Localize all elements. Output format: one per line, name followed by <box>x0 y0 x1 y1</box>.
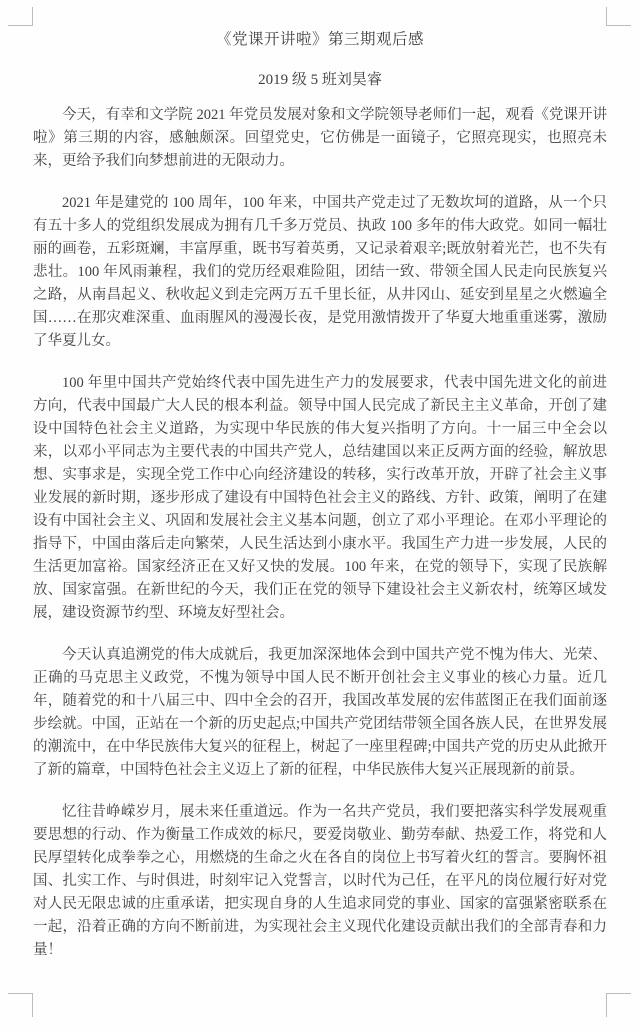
paragraph-5: 忆往昔峥嵘岁月，展未来任重道远。作为一名共产党员，我们要把落实科学发展观重要思想的行动、作为衡量工作成效的标尺，要爱岗敬业、勤劳奉献、热爱工作，将党和人民厚望转化成拳拳之心，用燃烧的生命之火在各自的岗位上书写着火红的誓言。要胸怀祖国、扎实工作、与时俱进，时刻牢记入党誓言，以时代为己任，在平凡的岗位履行好对党对人民无限忠诚的庄重承诺，把实现自身的人生追求同党的事业、国家的富强紧密联系在一起，沿着正确的方向不断前进，为实现社会主义现代化建设贡献出我们的全部青春和力量！ <box>33 804 607 958</box>
document-author-line: 2019 级 5 班刘昊睿 <box>258 72 382 88</box>
page-margin-mark-top-left <box>8 7 33 26</box>
document-content <box>33 30 607 981</box>
page-margin-mark-bottom-right <box>606 993 631 1017</box>
document-title: 《党课开讲啦》第三期观后感 <box>215 31 424 48</box>
page-margin-mark-top-right <box>606 7 631 26</box>
paragraph-4: 今天认真追溯党的伟大成就后，我更加深深地体会到中国共产党不愧为伟大、光荣、正确的马克思主义政党，不愧为领导中国人民不断开创社会主义事业的核心力量。近几年，随着党的和十八届三中、四中全会的召开，我国改革发展的宏伟蓝图正在我们面前逐步绘就。中国，正站在一个新的历史起点;中国共产党团结带领全国各族人民，在世界发展的潮流中，在中华民族伟大复兴的征程上，树起了一座里程碑;中国共产党的历史从此掀开了新的篇章，中国特色社会主义迈上了新的征程，中华民族伟大复兴正展现新的前景。 <box>33 647 607 778</box>
paragraph-2: 2021 年是建党的 100 周年，100 年来，中国共产党走过了无数坎坷的道路，从一个只有五十多人的党组织发展成为拥有几千多万党员、执政 100 多年的伟大政党。如同一幅壮丽的画卷，五彩斑斓，丰富厚重，既书写着英勇，又记录着艰辛;既放射着光芒，也不失有悲壮。100 年风雨兼程，我们的党历经艰难险阻，团结一致、带领全国人民走向民族复兴之路，从南昌起义、秋收起义到走完两万五千里长征，从井冈山、延安到星星之火燃遍全国……在那灾难深重、血雨腥风的漫漫长夜，是党用激情拨开了华夏大地重重迷雾，激励了华夏儿女。 <box>33 195 607 349</box>
paragraph-3: 100 年里中国共产党始终代表中国先进生产力的发展要求，代表中国先进文化的前进方向，代表中国最广大人民的根本利益。领导中国人民完成了新民主主义革命，开创了建设中国特色社会主义道路，为实现中华民族的伟大复兴指明了方向。十一届三中全会以来，以邓小平同志为主要代表的中国共产党人，总结建国以来正反两方面的经验，解放思想、实事求是，实现全党工作中心向经济建设的转移，实行改革开放，开辟了社会主义事业发展的新时期，逐步形成了建设有中国特色社会主义的路线、方针、政策，阐明了在建设有中国社会主义、巩固和发展社会主义基本问题，创立了邓小平理论。在邓小平理论的指导下，中国由落后走向繁荣，人民生活达到小康水平。我国生产力进一步发展，人民的生活更加富裕。国家经济正在又好又快的发展。100 年来，在党的领导下，实现了民族解放、国家富强。在新世纪的今天，我们正在党的领导下建设社会主义新农村，统筹区域发展，建设资源节约型、环境友好型社会。 <box>33 375 607 621</box>
paragraph-1: 今天，有幸和文学院 2021 年党员发展对象和文学院领导老师们一起，观看《党课开讲啦》第三期的内容，感触颇深。回望党史，它仿佛是一面镜子，它照亮现实，也照亮未来，更给予我们向梦想前进的无限动力。 <box>33 107 607 169</box>
page-margin-mark-bottom-left <box>8 993 33 1017</box>
